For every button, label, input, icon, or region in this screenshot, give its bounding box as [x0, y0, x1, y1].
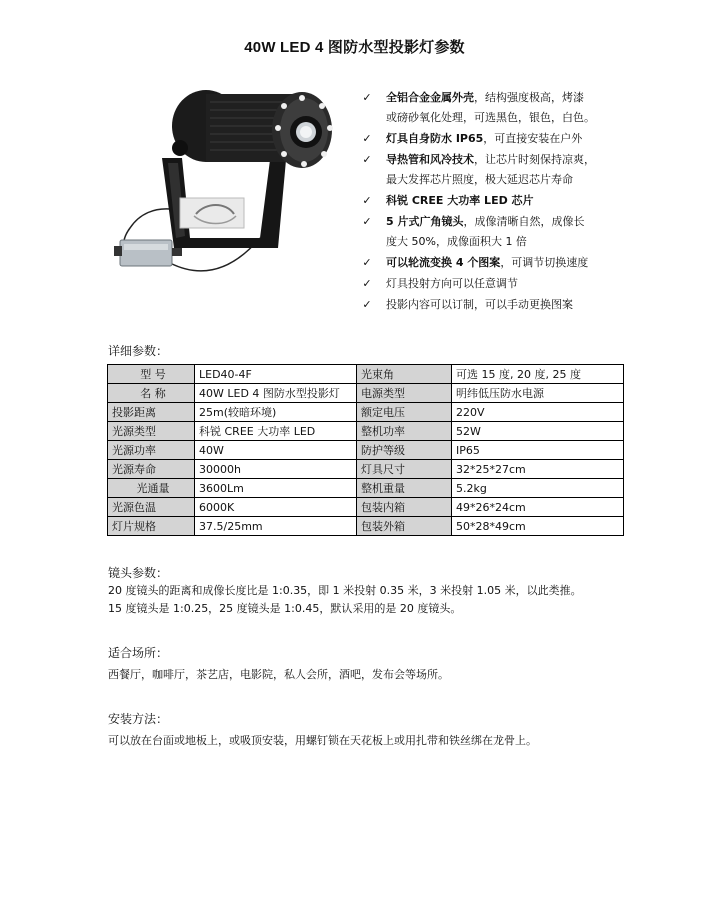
param-key: 整机功率	[357, 422, 452, 441]
param-value: 220V	[452, 403, 624, 422]
feature-item	[360, 274, 660, 294]
feature-item	[360, 295, 660, 315]
check-icon: ✓	[362, 215, 372, 228]
param-value: 32*25*27cm	[452, 460, 624, 479]
install-heading: 安装方法：	[108, 712, 169, 726]
feature-highlight: 导热管和风冷技术	[386, 153, 474, 166]
lens-text-line1: 20 度镜头的距离和成像长度比是 1:0.35，即 1 米投射 0.35 米，3 米投射 1.05 米，以此类推。	[108, 584, 582, 597]
param-key: 光通量	[108, 479, 195, 498]
check-icon: ✓	[362, 132, 372, 145]
param-value: 30000h	[195, 460, 357, 479]
check-icon: ✓	[362, 91, 372, 104]
param-key: 投影距离	[108, 403, 195, 422]
venues-heading: 适合场所：	[108, 646, 169, 660]
feature-text-line2: 最大发挥芯片照度，极大延迟芯片寿命	[386, 173, 573, 186]
feature-item	[360, 88, 660, 128]
feature-list	[360, 88, 660, 316]
param-key: 光束角	[357, 365, 452, 384]
param-value: 3600Lm	[195, 479, 357, 498]
param-key: 整机重量	[357, 479, 452, 498]
product-image	[110, 88, 348, 310]
param-value: 52W	[452, 422, 624, 441]
table-row	[108, 460, 624, 479]
params-table	[107, 364, 624, 536]
param-value: 明纬低压防水电源	[452, 384, 624, 403]
param-key: 包装外箱	[357, 517, 452, 536]
check-icon: ✓	[362, 194, 372, 207]
param-value: 科锐 CREE 大功率 LED	[195, 422, 357, 441]
param-key: 包装内箱	[357, 498, 452, 517]
table-row	[108, 441, 624, 460]
feature-item	[360, 253, 660, 273]
param-value: 可选 15 度, 20 度, 25 度	[452, 365, 624, 384]
param-key: 型 号	[108, 365, 195, 384]
install-text: 可以放在台面或地板上，或吸顶安装，用螺钉锁在天花板上或用扎带和铁丝绑在龙骨上。	[108, 734, 537, 747]
feature-highlight: 全铝合金金属外壳	[386, 91, 474, 104]
param-value: 50*28*49cm	[452, 517, 624, 536]
lens-heading: 镜头参数：	[108, 566, 169, 580]
feature-highlight: 5 片式广角镜头	[386, 215, 464, 228]
param-key: 光源色温	[108, 498, 195, 517]
table-row	[108, 422, 624, 441]
check-icon: ✓	[362, 277, 372, 290]
param-key: 灯具尺寸	[357, 460, 452, 479]
check-icon: ✓	[362, 256, 372, 269]
param-value: LED40-4F	[195, 365, 357, 384]
param-key: 额定电压	[357, 403, 452, 422]
param-key: 名 称	[108, 384, 195, 403]
param-key: 灯片规格	[108, 517, 195, 536]
param-value: IP65	[452, 441, 624, 460]
param-value: 5.2kg	[452, 479, 624, 498]
param-key: 光源功率	[108, 441, 195, 460]
param-key: 光源类型	[108, 422, 195, 441]
param-value: 6000K	[195, 498, 357, 517]
feature-highlight: 可以轮流变换 4 个图案	[386, 256, 501, 269]
feature-text: ，可直接安装在户外	[483, 132, 583, 145]
table-row	[108, 517, 624, 536]
param-key: 防护等级	[357, 441, 452, 460]
feature-text: ，结构强度极高，烤漆	[474, 91, 584, 104]
table-row	[108, 365, 624, 384]
table-row	[108, 384, 624, 403]
param-value: 37.5/25mm	[195, 517, 357, 536]
check-icon: ✓	[362, 153, 372, 166]
param-value: 40W	[195, 441, 357, 460]
feature-text-line2: 度大 50%，成像面积大 1 倍	[386, 235, 527, 248]
feature-text-line2: 或磅砂氧化处理，可选黑色，银色，白色。	[386, 111, 595, 124]
table-row	[108, 479, 624, 498]
feature-item	[360, 129, 660, 149]
detail-params-label: 详细参数：	[108, 344, 169, 358]
check-icon: ✓	[362, 298, 372, 311]
param-key: 光源寿命	[108, 460, 195, 479]
feature-item	[360, 150, 660, 190]
document-title: 40W LED 4 图防水型投影灯参数	[244, 39, 465, 56]
feature-item	[360, 212, 660, 252]
table-row	[108, 403, 624, 422]
param-value: 25m(较暗环境)	[195, 403, 357, 422]
feature-text: 灯具投射方向可以任意调节	[386, 277, 518, 290]
table-row	[108, 498, 624, 517]
feature-text: ，成像清晰自然，成像长	[463, 215, 585, 228]
feature-item	[360, 191, 660, 211]
feature-highlight: 科锐 CREE 大功率 LED 芯片	[386, 194, 534, 207]
venues-text: 西餐厅，咖啡厅，茶艺店，电影院，私人会所，酒吧，发布会等场所。	[108, 668, 449, 681]
param-key: 电源类型	[357, 384, 452, 403]
param-value: 49*26*24cm	[452, 498, 624, 517]
feature-text: ，让芯片时刻保持凉爽，	[474, 153, 595, 166]
feature-highlight: 灯具自身防水 IP65	[386, 132, 484, 145]
param-value: 40W LED 4 图防水型投影灯	[195, 384, 357, 403]
lens-text-line2: 15 度镜头是 1:0.25，25 度镜头是 1:0.45，默认采用的是 20 度镜头。	[108, 602, 462, 615]
feature-text: 投影内容可以订制，可以手动更换图案	[386, 298, 573, 311]
feature-text: ，可调节切换速度	[500, 256, 589, 269]
